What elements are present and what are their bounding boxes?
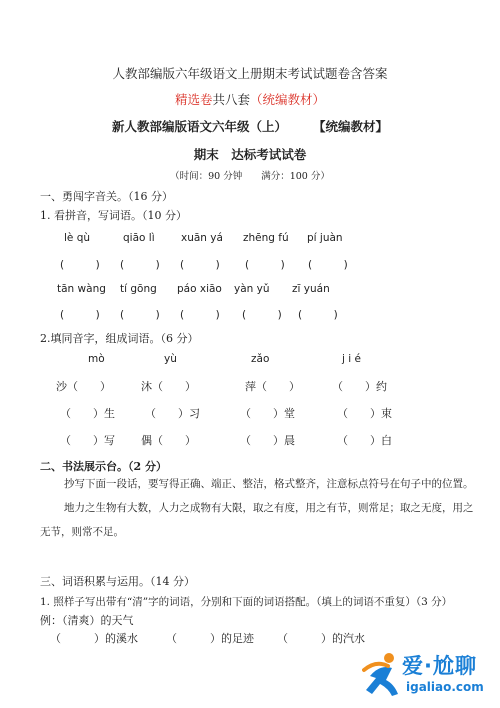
collocation-blank[interactable]: （ ）的足迹 — [166, 632, 254, 645]
fill-homophone-item[interactable]: （ ）约 — [332, 380, 387, 393]
answer-blank[interactable]: ( ) — [120, 309, 160, 321]
collocation-blank[interactable]: （ ）的汽水 — [277, 632, 365, 645]
watermark-brand: 爱·尬聊 — [402, 654, 477, 678]
runner-logo-icon — [362, 650, 406, 698]
pinyin-item: zhēng fú — [243, 232, 289, 244]
fill-homophone-item[interactable]: （ ）晨 — [240, 434, 295, 447]
answer-blank[interactable]: ( ) — [245, 259, 285, 271]
pinyin-item: zǎo — [251, 353, 270, 365]
collocation-blank[interactable]: （ ）的溪水 — [50, 632, 138, 645]
answer-blank[interactable]: ( ) — [308, 259, 348, 271]
watermark — [362, 650, 494, 700]
fill-homophone-item[interactable]: 偶（ ） — [141, 434, 196, 447]
fill-homophone-item[interactable]: （ ）生 — [60, 407, 115, 420]
pinyin-item: mò — [88, 353, 105, 365]
pinyin-item: zī yuán — [292, 283, 330, 295]
section-3-title: 三、词语积累与运用。（14 分） — [40, 575, 195, 588]
pinyin-item: páo xiāo — [177, 283, 222, 295]
fill-homophone-item[interactable]: （ ）习 — [145, 407, 200, 420]
heading-text: 新人教部编版语文六年级（上） — [111, 119, 287, 134]
document-subtitle — [0, 90, 500, 108]
section-2-instruction: 抄写下面一段话，要写得正确、端正、整洁，格式整齐，注意标点符号在句子中的位置。 — [64, 478, 474, 490]
passage-line: 无节，则常不足。 — [40, 526, 124, 538]
document-title: 人教部编版六年级语文上册期末考试试题卷含答案 — [112, 66, 388, 81]
answer-blank[interactable]: ( ) — [180, 309, 220, 321]
pinyin-item: xuān yá — [181, 232, 223, 244]
fill-homophone-item[interactable]: （ ）束 — [337, 407, 392, 420]
subtitle-count: 共八套 — [212, 92, 250, 107]
question-3-1-label: 1. 照样子写出带有“清”字的词语，分别和下面的词语搭配。（填上的词语不重复）（3 分） — [40, 596, 453, 608]
watermark-url: igaliao.com — [406, 680, 484, 694]
question-1-2-label: 2.填同音字，组成词语。（6 分） — [40, 332, 199, 345]
exam-meta: （时间：90 分钟 满分：100 分） — [170, 171, 330, 182]
fill-homophone-item[interactable]: （ ）白 — [337, 434, 392, 447]
pinyin-item: tān wàng — [57, 283, 106, 295]
answer-blank[interactable]: ( ) — [60, 259, 100, 271]
pinyin-item: yàn yǔ — [234, 283, 270, 295]
pinyin-item: tí gōng — [120, 283, 157, 295]
pinyin-item: qiāo lì — [123, 232, 155, 244]
heading-tag: 【统编教材】 — [313, 119, 389, 134]
passage-line: 地力之生物有大数，人力之成物有大限，取之有度，用之有节，则常足；取之无度，用之 — [64, 502, 474, 514]
fill-homophone-item[interactable]: 沙（ ） — [56, 380, 111, 393]
subtitle-highlight: 精选卷 — [174, 92, 213, 107]
pinyin-item: yù — [164, 353, 177, 365]
fill-homophone-item[interactable]: 萍（ ） — [245, 380, 300, 393]
exam-title: 期末 达标考试试卷 — [193, 147, 307, 162]
pinyin-item: j i é — [342, 353, 361, 365]
fill-homophone-item[interactable]: （ ）写 — [60, 434, 115, 447]
answer-blank[interactable]: ( ) — [242, 309, 282, 321]
answer-blank[interactable]: ( ) — [120, 259, 160, 271]
fill-homophone-item[interactable]: 沐（ ） — [141, 380, 196, 393]
pinyin-item: pí juàn — [307, 232, 343, 244]
fill-homophone-item[interactable]: （ ）堂 — [240, 407, 295, 420]
subtitle-tag: （统编教材） — [250, 92, 326, 107]
answer-blank[interactable]: ( ) — [180, 259, 220, 271]
section-1-title: 一、勇闯字音关。（16 分） — [40, 190, 173, 203]
document-heading — [0, 117, 500, 135]
pinyin-item: lè qù — [64, 232, 91, 244]
question-1-1-label: 1. 看拼音，写词语。（10 分） — [40, 209, 187, 222]
answer-blank[interactable]: ( ) — [60, 309, 100, 321]
section-2-title: 二、书法展示台。（2 分） — [40, 460, 167, 473]
example-text: 例：（清爽）的天气 — [40, 614, 134, 627]
answer-blank[interactable]: ( ) — [298, 309, 338, 321]
